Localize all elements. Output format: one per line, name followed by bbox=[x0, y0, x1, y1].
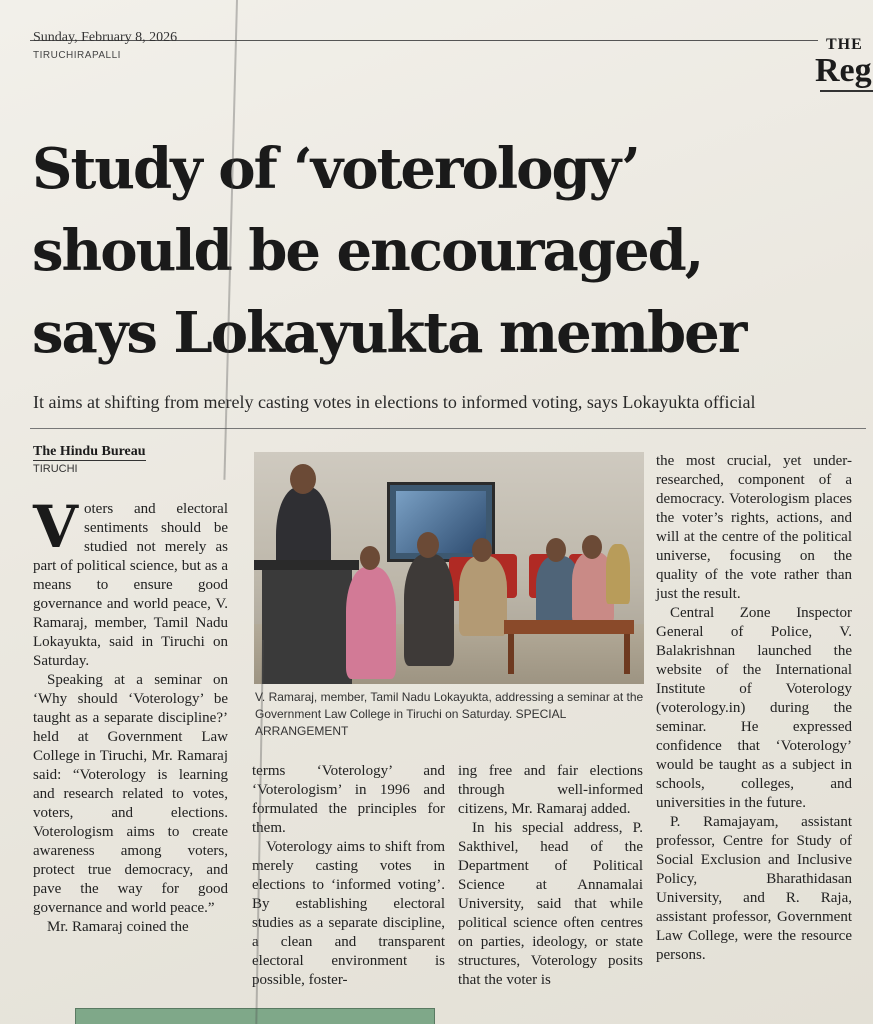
body-paragraph: Central Zone Inspector General of Police, V. Balakrishnan launched the website of the International Institute of Voterology (voterology.in) during the seminar. He expressed confidence that ‘Voterology’ would be taught as a subject in schools, colleges, and universities in the future. bbox=[656, 605, 852, 811]
body-paragraph: In his special address, P. Sakthivel, head of the Department of Political Science at Annamalai University, said that while political science often centres on parties, ideology, or state structures, Voterology posits that the voter is bbox=[458, 820, 643, 988]
deck-rule bbox=[30, 428, 866, 429]
speaker-head bbox=[290, 464, 316, 494]
dais-table bbox=[504, 620, 634, 634]
guest-head bbox=[546, 538, 566, 562]
seated-guest bbox=[346, 567, 396, 679]
edition-city: TIRUCHIRAPALLI bbox=[33, 50, 121, 61]
article-column-4 bbox=[656, 452, 852, 965]
podium bbox=[262, 564, 352, 684]
podium-top bbox=[254, 560, 359, 570]
body-paragraph: Voterology aims to shift from merely casting votes in elections to ‘informed voting’. By establishing electoral studies as a separate discipline, a clean and transparent electoral environment is possible, foster- bbox=[252, 839, 445, 988]
article-column-3 bbox=[458, 762, 643, 990]
guest-head bbox=[360, 546, 380, 570]
byline-dateline: TIRUCHI bbox=[33, 463, 78, 475]
photo-caption: V. Ramaraj, member, Tamil Nadu Lokayukta, addressing a seminar at the Government Law College in Tiruchi on Saturday. SPECIAL ARRANGEMENT bbox=[255, 690, 644, 738]
headline-line-3: says Lokayukta member bbox=[32, 300, 746, 366]
lead-paragraph bbox=[33, 493, 228, 671]
lead-paragraph-text: oters and electoral sentiments should be studied not merely as part of political science, but as a means to ensure good governance and world peace, V. Ramaraj, member, Tamil Nadu Lokayukta, said in Tiruchi on Saturday. bbox=[33, 501, 228, 669]
guest-head bbox=[417, 532, 439, 558]
body-paragraph: terms ‘Voterology’ and ‘Voterologism’ in 1996 and formulated the principles for them. bbox=[252, 763, 445, 836]
headline-line-2: should be encouraged, bbox=[32, 218, 703, 284]
masthead-title: Reg bbox=[815, 52, 872, 89]
body-paragraph: P. Ramajayam, assistant professor, Centre for Study of Social Exclusion and Inclusive Policy, Bharathidasan University, and R. Raja, assistant professor, Government Law College, were the resource persons. bbox=[656, 814, 852, 963]
masthead-the: THE bbox=[826, 36, 863, 53]
article-column-1 bbox=[33, 493, 228, 937]
drop-cap: V bbox=[33, 493, 79, 561]
body-paragraph: ing free and fair elections through well-informed citizens, Mr. Ramaraj added. bbox=[458, 763, 643, 817]
subheadline: It aims at shifting from merely casting votes in elections to informed voting, says Lokayukta official bbox=[33, 392, 756, 412]
headline-line-1: Study of ‘voterology’ bbox=[32, 136, 639, 202]
article-photo bbox=[254, 452, 644, 684]
headline bbox=[32, 128, 852, 374]
guest-head bbox=[582, 535, 602, 559]
seated-guest bbox=[404, 554, 454, 666]
article-column-2 bbox=[252, 762, 445, 990]
standing-officer bbox=[606, 544, 630, 604]
byline: The Hindu Bureau bbox=[33, 444, 146, 459]
guest-head bbox=[472, 538, 492, 562]
issue-date: Sunday, February 8, 2026 bbox=[33, 30, 178, 45]
body-paragraph: Mr. Ramaraj coined the bbox=[47, 919, 189, 935]
body-paragraph: Speaking at a seminar on ‘Why should ‘Voterology’ be taught as a separate discipline?’ held at Government Law College in Tiruchi, Mr. Ramaraj said: “Voterology is learning and research related to votes, voters, and elections. Voterologism aims to create awareness among voters, protect true democracy, and pave the way for good governance and world peace.” bbox=[33, 672, 228, 916]
body-paragraph: the most crucial, yet under-researched, component of a democracy. Voterologism places the voter’s rights, actions, and will at the centre of the political universe, focusing on the quality of the vote rather than just the result. bbox=[656, 453, 852, 602]
masthead-rule bbox=[820, 90, 873, 92]
seated-guest bbox=[459, 556, 507, 636]
